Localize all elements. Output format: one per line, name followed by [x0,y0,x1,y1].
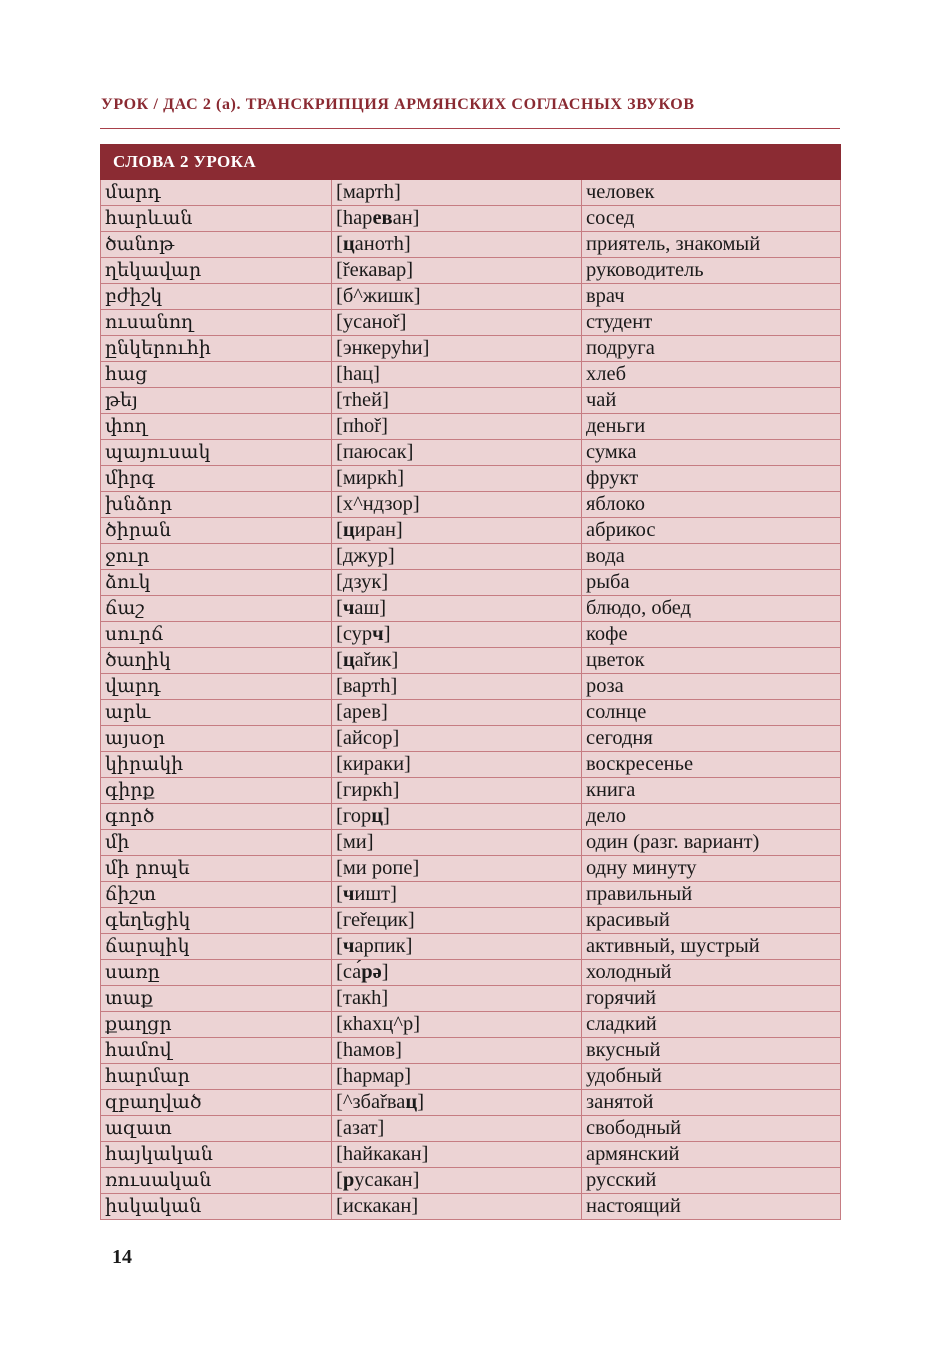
armenian-word: ճարպիկ [101,934,332,960]
transcription [332,674,582,700]
armenian-word: փող [101,414,332,440]
table-row [101,752,841,778]
transcription-highlight: ц [405,1091,418,1113]
transcription [332,258,582,284]
table-row [101,1168,841,1194]
table-row [101,700,841,726]
transcription-part: [миркh] [336,467,405,489]
armenian-word: հաց [101,362,332,388]
transcription-part: [ [336,519,343,541]
transcription [332,388,582,414]
translation: хлеб [582,362,841,388]
table-row [101,1038,841,1064]
armenian-word: ջուր [101,544,332,570]
translation: фрукт [582,466,841,492]
armenian-word: խնձոր [101,492,332,518]
transcription [332,986,582,1012]
table-row [101,908,841,934]
transcription-part: [пhoř] [336,415,388,437]
transcription [332,1194,582,1220]
armenian-word: սուրճ [101,622,332,648]
translation: книга [582,778,841,804]
translation: горячий [582,986,841,1012]
transcription [332,336,582,362]
transcription [332,1142,582,1168]
transcription-part: [джур] [336,545,395,567]
armenian-word: միրգ [101,466,332,492]
translation: одну минуту [582,856,841,882]
armenian-word: ծաղիկ [101,648,332,674]
transcription-part: [ [336,597,343,619]
transcription [332,206,582,232]
transcription [332,1090,582,1116]
transcription-part: [ [336,883,343,905]
transcription [332,648,582,674]
armenian-word: գիրք [101,778,332,804]
table-row [101,466,841,492]
table-row [101,934,841,960]
transcription-part: [сур [336,623,373,645]
transcription-part: [hармар] [336,1065,412,1087]
transcription [332,778,582,804]
transcription-part: [азат] [336,1117,385,1139]
header-divider [100,128,840,129]
translation: один (разг. вариант) [582,830,841,856]
transcription-part: иран] [354,519,403,541]
table-row [101,830,841,856]
transcription [332,700,582,726]
table-row [101,310,841,336]
transcription-highlight: ч [342,935,355,957]
armenian-word: կիրակի [101,752,332,778]
transcription [332,856,582,882]
armenian-word: ուսանող [101,310,332,336]
vocabulary-rows [101,180,841,1220]
transcription-part: [кhахц^р] [336,1013,421,1035]
transcription-part: [са́ [336,961,362,983]
translation: человек [582,180,841,206]
armenian-word: ընկերուհի [101,336,332,362]
transcription-part: [ [336,233,343,255]
transcription [332,362,582,388]
transcription-part: [hар [336,207,373,229]
translation: холодный [582,960,841,986]
table-row [101,596,841,622]
armenian-word: զբաղված [101,1090,332,1116]
transcription-part: [такh] [336,987,389,1009]
table-row [101,1116,841,1142]
translation: дело [582,804,841,830]
armenian-word: վարդ [101,674,332,700]
table-row [101,544,841,570]
table-row [101,492,841,518]
transcription-part: [тhей] [336,389,389,411]
transcription [332,830,582,856]
translation: роза [582,674,841,700]
translation: армянский [582,1142,841,1168]
transcription-part: [ [336,1169,343,1191]
transcription-highlight: р [342,1169,355,1191]
transcription-highlight: ц [371,805,384,827]
transcription-part: [hайкакан] [336,1143,429,1165]
transcription-part: [ми] [336,831,374,853]
translation: приятель, знакомый [582,232,841,258]
translation: деньги [582,414,841,440]
armenian-word: իսկական [101,1194,332,1220]
transcription-part: [ми ропе] [336,857,420,879]
transcription [332,492,582,518]
translation: абрикос [582,518,841,544]
table-row [101,388,841,414]
armenian-word: ծանոթ [101,232,332,258]
transcription [332,934,582,960]
transcription-highlight: рə [361,961,382,983]
armenian-word: ծիրան [101,518,332,544]
armenian-word: ճաշ [101,596,332,622]
transcription-part: [ [336,649,343,671]
transcription-part: [искакан] [336,1195,419,1217]
translation: воскресенье [582,752,841,778]
translation: сладкий [582,1012,841,1038]
transcription [332,882,582,908]
translation: яблоко [582,492,841,518]
transcription [332,284,582,310]
table-row [101,518,841,544]
transcription [332,726,582,752]
translation: красивый [582,908,841,934]
table-heading: СЛОВА 2 УРОКА [101,145,841,180]
transcription-highlight: ч [342,597,355,619]
translation: вкусный [582,1038,841,1064]
transcription [332,180,582,206]
armenian-word: հարևան [101,206,332,232]
translation: правильный [582,882,841,908]
translation: рыба [582,570,841,596]
transcription-part: [айсор] [336,727,400,749]
armenian-word: ձուկ [101,570,332,596]
table-row [101,856,841,882]
table-row [101,1012,841,1038]
transcription-part: ан] [392,207,420,229]
transcription-part: [hац] [336,363,380,385]
transcription-part: [гор [336,805,372,827]
transcription-part: [паюсак] [336,441,414,463]
transcription-part: [б^жишк] [336,285,421,307]
armenian-word: քաղցր [101,1012,332,1038]
armenian-word: արև [101,700,332,726]
translation: руководитель [582,258,841,284]
translation: цветок [582,648,841,674]
table-row [101,622,841,648]
armenian-word: թեյ [101,388,332,414]
transcription-part: ] [417,1091,425,1113]
armenian-word: ռուսական [101,1168,332,1194]
transcription [332,414,582,440]
transcription-part: [геřецик] [336,909,415,931]
transcription-highlight: ц [342,233,355,255]
armenian-word: հարմար [101,1064,332,1090]
transcription [332,1116,582,1142]
table-row [101,414,841,440]
table-row [101,960,841,986]
armenian-word: պայուսակ [101,440,332,466]
table-row [101,362,841,388]
table-row [101,180,841,206]
translation: русский [582,1168,841,1194]
transcription [332,804,582,830]
transcription-part: [ [336,935,343,957]
transcription-part: [мартh] [336,181,401,203]
armenian-word: ազատ [101,1116,332,1142]
translation: кофе [582,622,841,648]
translation: сегодня [582,726,841,752]
transcription-part: [гиркh] [336,779,400,801]
transcription-part: ] [381,961,389,983]
table-row [101,804,841,830]
table-row [101,986,841,1012]
table-row [101,206,841,232]
armenian-word: մի [101,830,332,856]
table-row [101,1090,841,1116]
table-row [101,232,841,258]
translation: активный, шустрый [582,934,841,960]
transcription-part: [арев] [336,701,388,723]
translation: занятой [582,1090,841,1116]
translation: вода [582,544,841,570]
translation: подруга [582,336,841,362]
armenian-word: սառը [101,960,332,986]
table-row [101,648,841,674]
transcription [332,570,582,596]
transcription-part: [кираки] [336,753,411,775]
transcription [332,1038,582,1064]
translation: сосед [582,206,841,232]
transcription [332,518,582,544]
table-row [101,440,841,466]
translation: настоящий [582,1194,841,1220]
transcription [332,960,582,986]
translation: свободный [582,1116,841,1142]
transcription [332,466,582,492]
transcription-part: [hамов] [336,1039,402,1061]
transcription-part: аш] [354,597,387,619]
transcription [332,310,582,336]
transcription [332,1168,582,1194]
table-row [101,674,841,700]
page-number: 14 [112,1246,132,1268]
transcription-part: [řекавар] [336,259,414,281]
translation: блюдо, обед [582,596,841,622]
translation: удобный [582,1064,841,1090]
armenian-word: հայկական [101,1142,332,1168]
transcription-highlight: ц [342,649,355,671]
transcription-part: [энкеруhи] [336,337,430,359]
transcription-part: ишт] [354,883,397,905]
transcription [332,1012,582,1038]
translation: врач [582,284,841,310]
transcription-part: [усаноř] [336,311,407,333]
armenian-word: գործ [101,804,332,830]
transcription [332,1064,582,1090]
page-header-title: УРОК / ДАС 2 (а). ТРАНСКРИПЦИЯ АРМЯНСКИХ СОГЛАСНЫХ ЗВУКОВ [101,96,695,113]
table-row [101,284,841,310]
translation: солнце [582,700,841,726]
transcription-part: аřик] [354,649,399,671]
transcription-highlight: ч [372,623,384,645]
transcription-highlight: ев [372,207,393,229]
table-row [101,1064,841,1090]
transcription [332,752,582,778]
transcription-highlight: ч [342,883,355,905]
armenian-word: ղեկավար [101,258,332,284]
armenian-word: տաք [101,986,332,1012]
transcription-part: [вартh] [336,675,398,697]
table-row [101,726,841,752]
transcription-part: [дзук] [336,571,389,593]
transcription [332,544,582,570]
table-heading-row [101,145,841,180]
transcription [332,440,582,466]
transcription-part: усакан] [354,1169,420,1191]
table-row [101,336,841,362]
armenian-word: այսօր [101,726,332,752]
transcription [332,908,582,934]
transcription-part: [х^ндзор] [336,493,420,515]
transcription-part: арпик] [354,935,413,957]
table-row [101,1142,841,1168]
armenian-word: մարդ [101,180,332,206]
transcription-part: анотh] [354,233,411,255]
translation: чай [582,388,841,414]
armenian-word: գեղեցիկ [101,908,332,934]
armenian-word: համով [101,1038,332,1064]
transcription [332,596,582,622]
vocabulary-table [100,144,841,1220]
armenian-word: բժիշկ [101,284,332,310]
translation: сумка [582,440,841,466]
translation: студент [582,310,841,336]
table-row [101,778,841,804]
armenian-word: մի րոպե [101,856,332,882]
transcription-part: ] [383,805,390,827]
table-row [101,1194,841,1220]
table-row [101,570,841,596]
transcription-highlight: ц [342,519,355,541]
table-row [101,258,841,284]
table-row [101,882,841,908]
armenian-word: ճիշտ [101,882,332,908]
transcription [332,622,582,648]
transcription [332,232,582,258]
transcription-part: ] [383,623,391,645]
transcription-part: [^збаřва [336,1091,406,1113]
